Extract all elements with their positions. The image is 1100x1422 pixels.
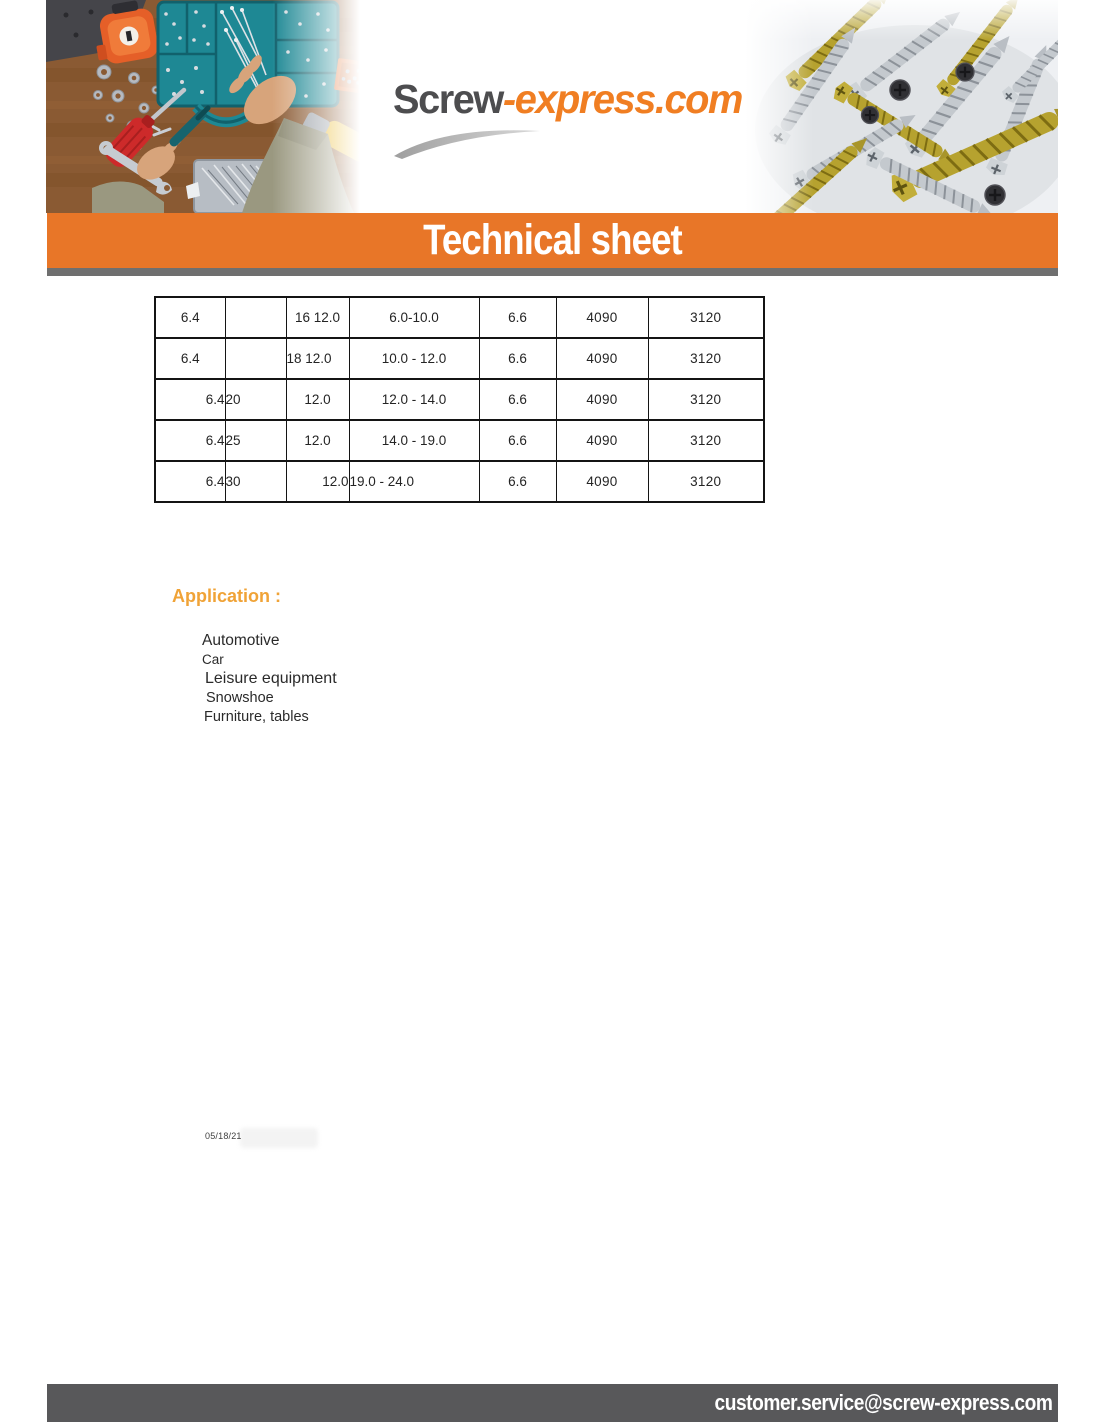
table-cell: 4090 [556,420,648,461]
table-cell: 4090 [556,297,648,338]
table-cell: 3120 [648,379,764,420]
table-cell: 6.6 [479,297,556,338]
table-cell: 19.0 - 24.0 [349,461,479,502]
application-list [202,631,337,727]
banner-divider [47,268,1058,276]
document-date: 05/18/21 [205,1131,242,1141]
table-cell: 6.6 [479,461,556,502]
header-photo-screws [745,0,1058,213]
workbench-photo-illustration [46,0,360,213]
table-cell: 12.0 - 14.0 [349,379,479,420]
table-cell: 4090 [556,379,648,420]
application-item: Furniture, tables [204,708,309,725]
table-cell: 6.6 [479,379,556,420]
table-cell: 3120 [648,420,764,461]
table-cell: 3120 [648,297,764,338]
table-cell: 18 12.0 [286,338,349,379]
table-row [155,297,764,338]
customer-service-email: customer.service@screw-express.com [714,1390,1052,1415]
table-cell: 6.4 [155,379,225,420]
table-cell: 6.6 [479,338,556,379]
header-photo-workbench [46,0,360,213]
spec-table [154,296,765,503]
brand-logo [393,76,742,123]
footer-bar [47,1384,1058,1422]
table-cell: 20 [225,379,286,420]
table-cell: 6.4 [155,420,225,461]
table-cell: 12.0 [286,420,349,461]
table-cell: 6.6 [479,420,556,461]
application-item: Leisure equipment [205,670,337,687]
table-cell: 12.0 [286,379,349,420]
faded-watermark [240,1128,318,1148]
screws-photo-illustration [745,0,1058,213]
table-row [155,420,764,461]
table-cell: 6.4 [155,338,225,379]
table-cell: 30 [225,461,286,502]
table-row [155,379,764,420]
table-cell [225,297,286,338]
table-cell: 6.4 [155,297,225,338]
table-cell [225,338,286,379]
banner-title: Technical sheet [423,216,682,264]
application-item: Snowshoe [206,689,274,706]
logo-swoosh [390,122,544,160]
application-heading: Application : [172,586,281,606]
table-cell: 12.0 [286,461,349,502]
brand-logo-orange-part: -express.com [502,76,742,122]
table-cell: 6.4 [155,461,225,502]
table-cell: 4090 [556,461,648,502]
table-cell: 3120 [648,461,764,502]
brand-logo-dark-part: Screw [393,76,503,122]
table-row [155,461,764,502]
table-row [155,338,764,379]
table-cell: 16 12.0 [286,297,349,338]
table-cell: 14.0 - 19.0 [349,420,479,461]
table-cell: 10.0 - 12.0 [349,338,479,379]
technical-sheet-banner [47,213,1058,268]
table-cell: 4090 [556,338,648,379]
table-cell: 3120 [648,338,764,379]
table-cell: 6.0-10.0 [349,297,479,338]
application-item: Car [202,652,224,667]
table-cell: 25 [225,420,286,461]
application-item: Automotive [202,632,280,649]
